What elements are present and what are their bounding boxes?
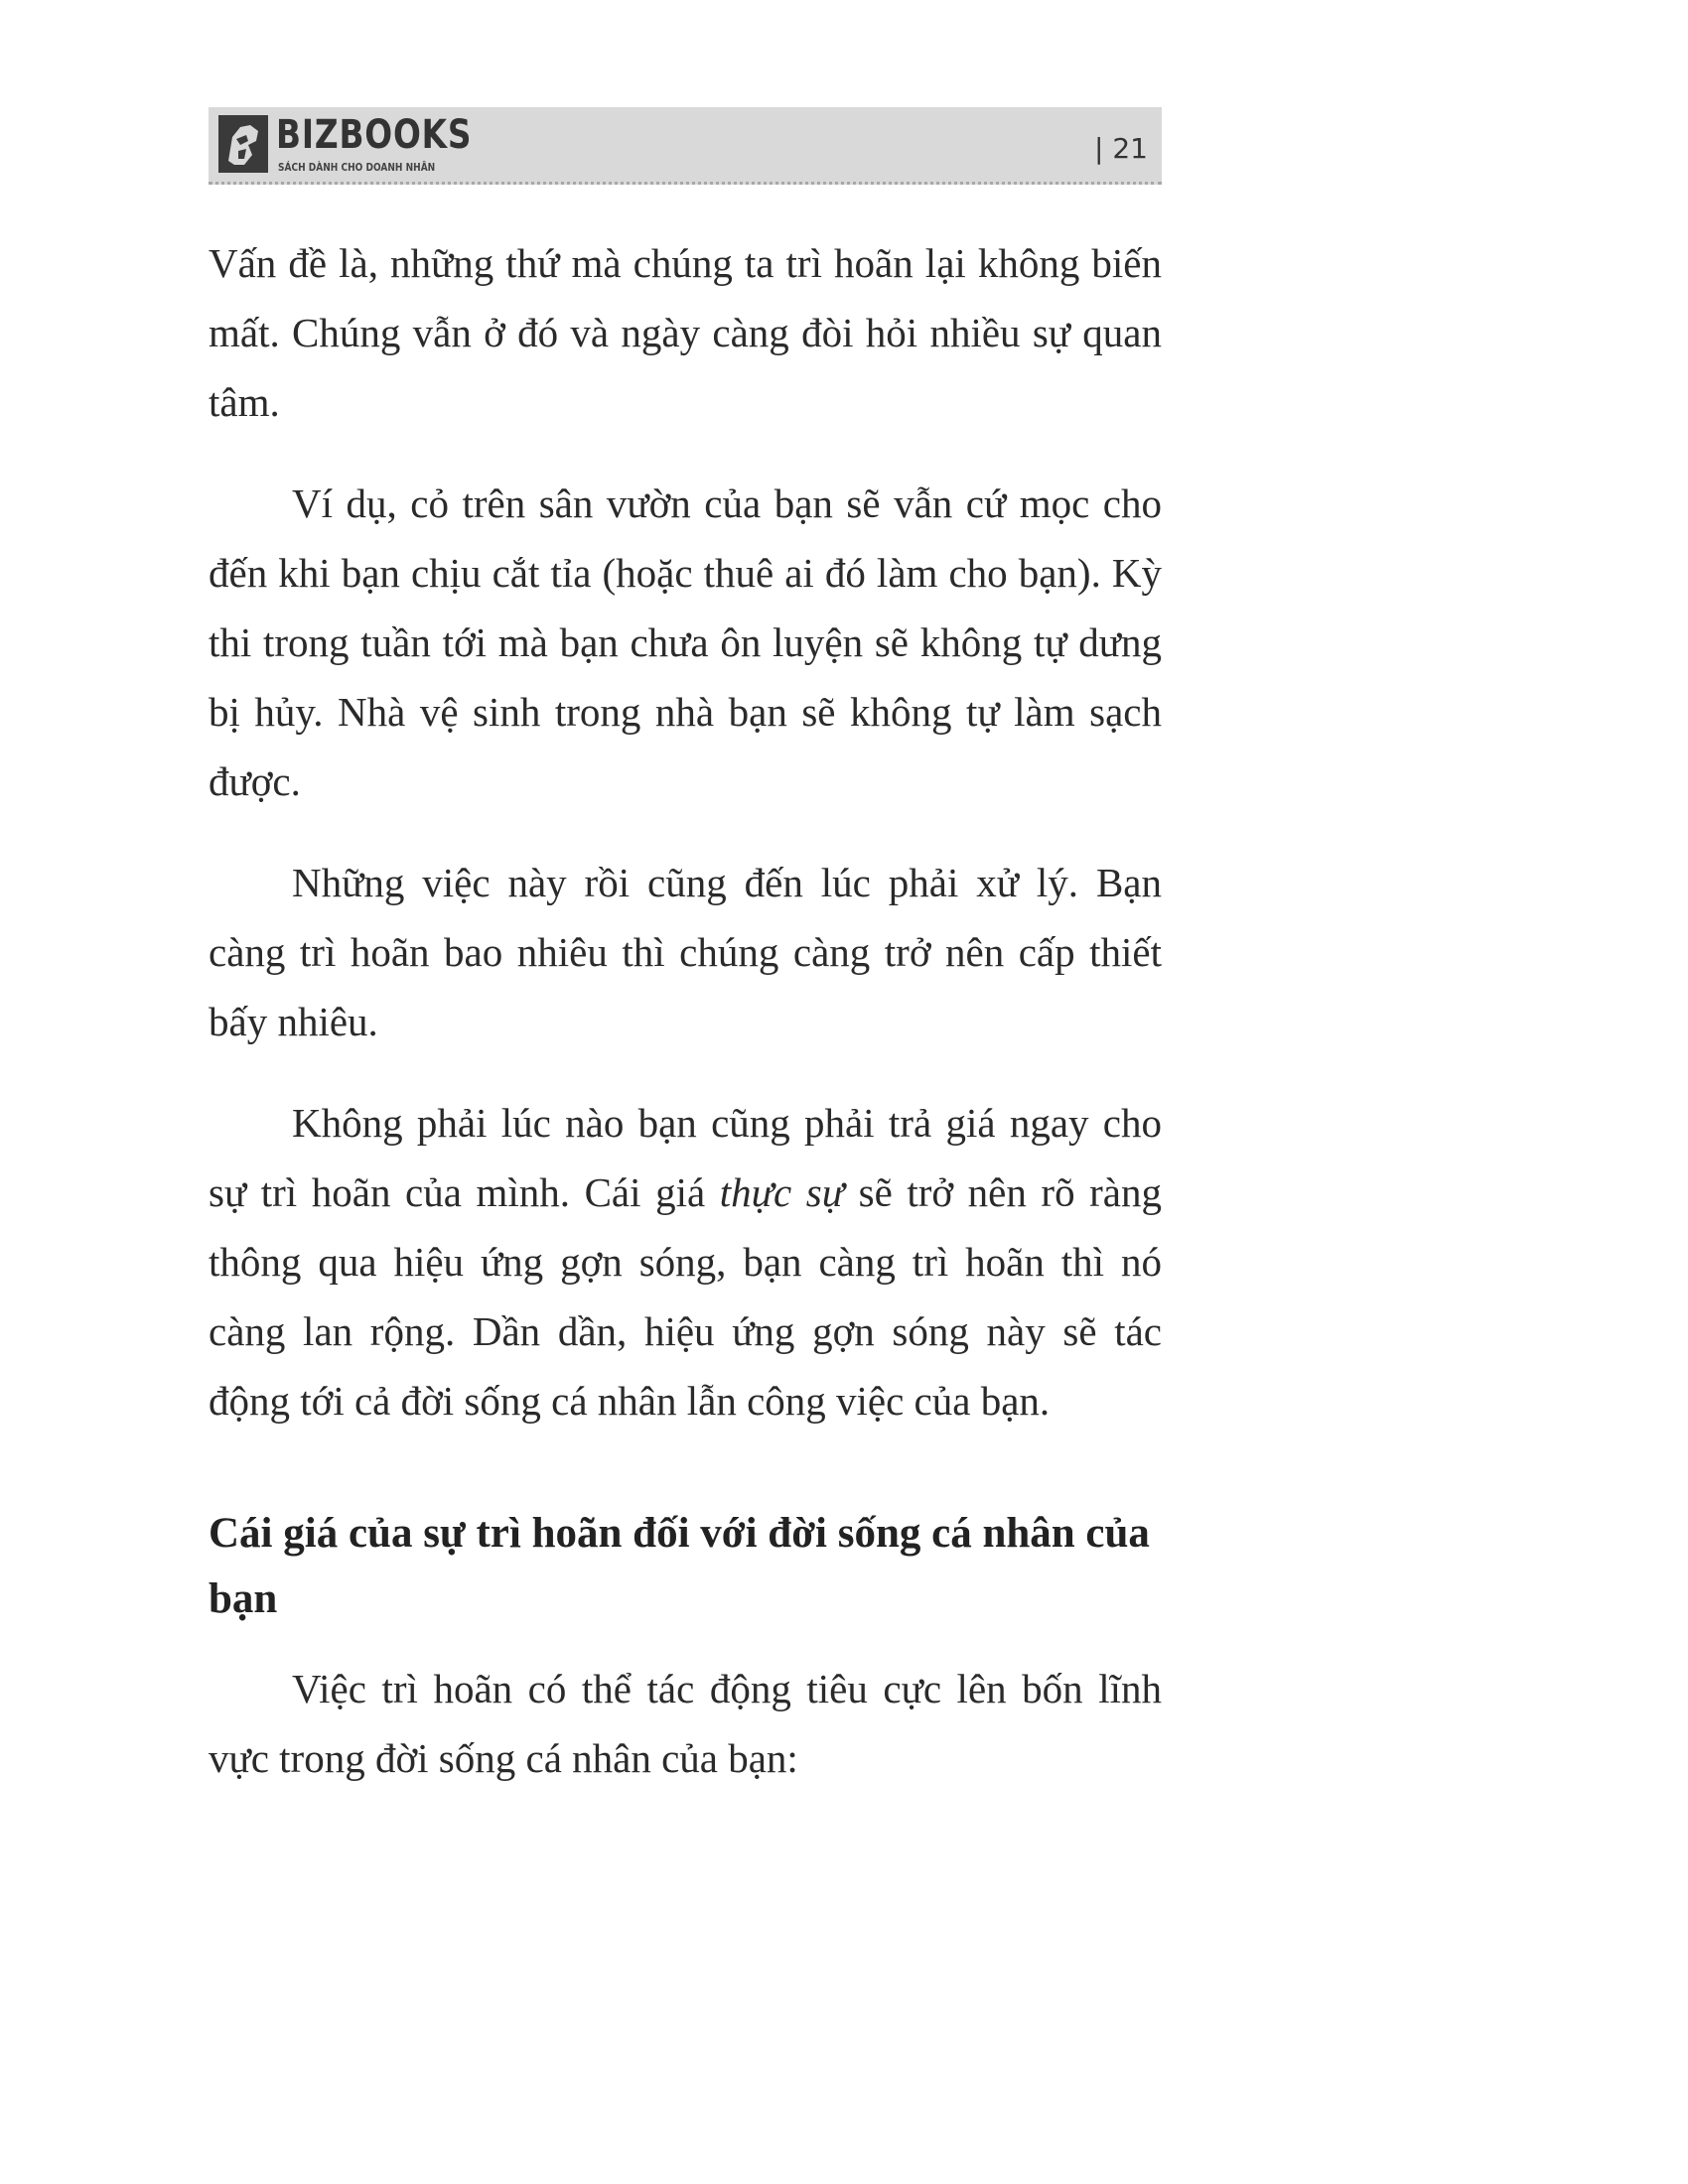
bizbooks-logo-icon bbox=[218, 115, 268, 173]
paragraph-4-text-a: Không phải lúc nào bạn cũng phải trả giá ngay cho sự trì hoãn của mình. Cái giá bbox=[209, 1100, 1162, 1215]
running-header bbox=[209, 107, 1162, 185]
paragraph-4-emphasis: thực sự bbox=[719, 1169, 845, 1215]
section-heading: Cái giá của sự trì hoãn đối với đời sống cá nhân của bạn bbox=[209, 1510, 1150, 1622]
paragraph-1: Vấn đề là, những thứ mà chúng ta trì hoãn lại không biến mất. Chúng vẫn ở đó và ngày càng đòi hỏi nhiều sự quan tâm. bbox=[209, 240, 1162, 425]
paragraph-3: Những việc này rồi cũng đến lúc phải xử lý. Bạn càng trì hoãn bao nhiêu thì chúng càng trở nên cấp thiết bấy nhiêu. bbox=[209, 860, 1162, 1044]
page-body bbox=[209, 228, 1162, 1825]
page-number: | 21 bbox=[1094, 132, 1148, 165]
paragraph-4-text-b: sẽ trở nên rõ ràng thông qua hiệu ứng gợn sóng, bạn càng trì hoãn thì nó càng lan rộng. Dần dần, hiệu ứng gợn sóng này sẽ tác động tới cả đời sống cá nhân lẫn công việc của bạn. bbox=[209, 1169, 1162, 1424]
paragraph-5: Việc trì hoãn có thể tác động tiêu cực lên bốn lĩnh vực trong đời sống cá nhân của bạn: bbox=[209, 1666, 1162, 1781]
paragraph-2: Ví dụ, cỏ trên sân vườn của bạn sẽ vẫn cứ mọc cho đến khi bạn chịu cắt tỉa (hoặc thuê ai đó làm cho bạn). Kỳ thi trong tuần tới mà bạn chưa ôn luyện sẽ không tự dưng bị hủy. Nhà vệ sinh trong nhà bạn sẽ không tự làm sạch được. bbox=[209, 480, 1162, 804]
paragraph-4 bbox=[209, 1088, 1162, 1435]
brand-tagline: SÁCH DÀNH CHO DOANH NHÂN bbox=[278, 161, 436, 174]
brand-name: BIZBOOKS bbox=[276, 112, 473, 158]
